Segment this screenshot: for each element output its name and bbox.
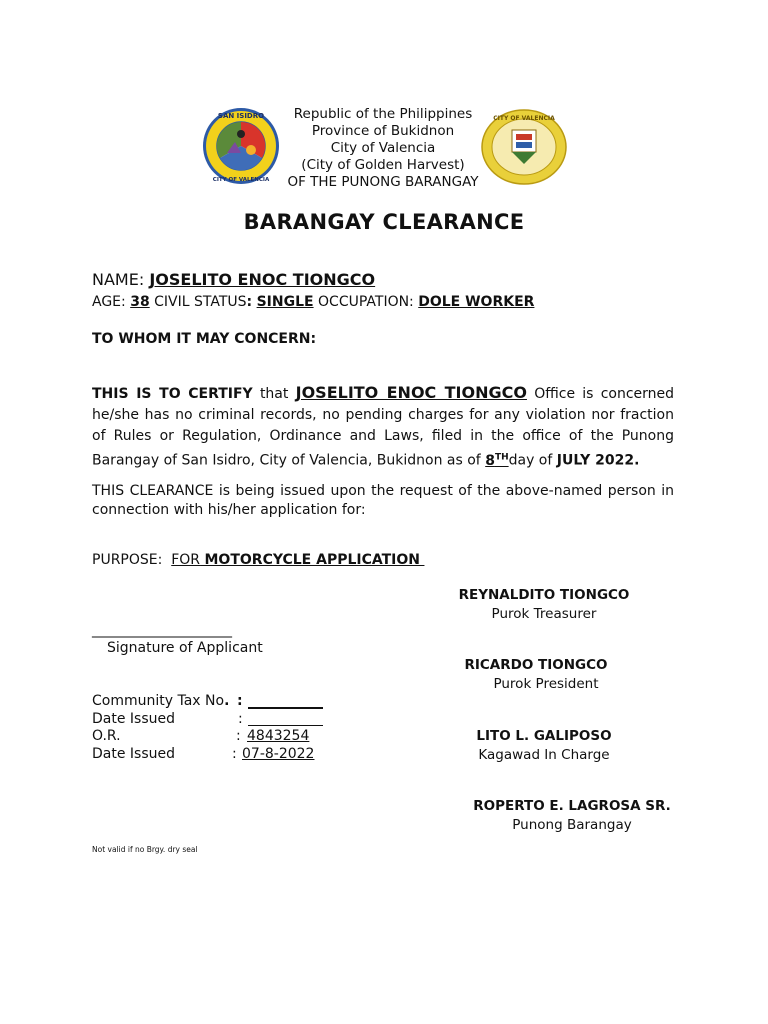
civil-status-label: CIVIL STATUS xyxy=(154,294,247,310)
or-colon: : xyxy=(236,728,241,744)
or-value: 4843254 xyxy=(247,728,310,744)
official-punong-barangay xyxy=(462,797,682,835)
certify-name: JOSELITO ENOC TIONGCO xyxy=(295,383,527,402)
document-title: BARANGAY CLEARANCE xyxy=(243,210,525,234)
date-issued-row-1 xyxy=(92,711,243,727)
ctc-row xyxy=(92,693,243,709)
official-title: Purok Treasurer xyxy=(491,606,597,622)
letterhead-line-2: Province of Bukidnon xyxy=(311,123,455,139)
certification-paragraph xyxy=(92,382,674,472)
date-issued-colon-1: : xyxy=(238,711,243,727)
date-issued-blank-1 xyxy=(248,713,323,726)
letterhead-line-4: (City of Golden Harvest) xyxy=(301,157,465,173)
ctc-dot: . xyxy=(224,693,230,709)
official-kagawad xyxy=(454,727,634,765)
occupation-label: OCCUPATION: xyxy=(318,294,414,310)
issuance-paragraph: THIS CLEARANCE is being issued upon the request of the above-named person in connection with his/her application for: xyxy=(92,483,674,518)
official-name: LITO L. GALIPOSO xyxy=(476,728,612,744)
official-title: Purok President xyxy=(493,676,599,692)
purpose-line xyxy=(92,552,424,568)
salutation: TO WHOM IT MAY CONCERN: xyxy=(92,331,317,347)
age-value: 38 xyxy=(130,294,150,310)
age-label: AGE: xyxy=(92,294,126,310)
purpose-label: PURPOSE: xyxy=(92,552,163,568)
certify-that: that xyxy=(259,386,289,402)
details-line xyxy=(92,294,534,310)
official-treasurer xyxy=(434,586,654,624)
seal-text-top: SAN ISIDRO xyxy=(217,112,265,120)
official-title: Punong Barangay xyxy=(512,817,632,833)
letterhead-line-3: City of Valencia xyxy=(330,140,436,156)
date-issued-row-2 xyxy=(92,746,315,762)
date-issued-colon-2: : xyxy=(232,746,237,762)
or-label: O.R. xyxy=(92,728,121,744)
signature-line: ____________________ xyxy=(92,622,232,638)
day-suffix: TH xyxy=(494,452,509,462)
official-president xyxy=(426,656,646,694)
seal-text-bottom: CITY OF VALENCIA xyxy=(212,177,270,183)
official-name: ROPERTO E. LAGROSA SR. xyxy=(473,798,671,814)
day-of-text: day of xyxy=(508,452,553,469)
ctc-label: Community Tax No xyxy=(92,693,225,709)
official-title: Kagawad In Charge xyxy=(478,747,610,763)
or-row xyxy=(92,728,310,744)
certify-lead: THIS IS TO CERTIFY xyxy=(92,386,253,402)
official-name: REYNALDITO TIONGCO xyxy=(458,587,630,603)
footnote: Not valid if no Brgy. dry seal xyxy=(92,845,198,854)
seal-text: CITY OF VALENCIA xyxy=(493,115,555,122)
name-label: NAME: xyxy=(92,270,145,289)
certify-body: Office is concerned he/she has no criminal records, no pending charges for any violation nor fraction of Rules or Regulation, Ordinance and Laws, filed in the office of the Punong Barangay of San Isidro, City of Valencia, Bukidnon as of xyxy=(92,386,675,469)
letterhead-line-5: OF THE PUNONG BARANGAY xyxy=(287,174,479,190)
purpose-for: FOR xyxy=(171,552,201,568)
date-issued-label-1: Date Issued xyxy=(92,711,176,727)
applicant-name: JOSELITO ENOC TIONGCO xyxy=(149,270,376,289)
occupation-value: DOLE WORKER xyxy=(418,294,535,310)
day-number: 8 xyxy=(485,452,495,469)
date-issued-label-2: Date Issued xyxy=(92,746,176,762)
purpose-text: MOTORCYCLE APPLICATION xyxy=(204,552,420,568)
civil-status-colon: : xyxy=(246,294,253,310)
name-line xyxy=(92,270,375,289)
signature-label: Signature of Applicant xyxy=(107,640,263,656)
letterhead-line-1: Republic of the Philippines xyxy=(293,106,473,122)
certify-day xyxy=(485,453,508,469)
ctc-blank xyxy=(248,695,323,709)
date-issued-value-2: 07-8-2022 xyxy=(242,746,315,762)
purpose-value xyxy=(171,552,424,568)
certify-month-year: JULY 2022 xyxy=(556,452,635,469)
civil-status-value: SINGLE xyxy=(256,294,314,310)
city-of-valencia-seal xyxy=(480,108,568,186)
certify-end: . xyxy=(634,452,640,469)
official-name: RICARDO TIONGCO xyxy=(464,657,608,673)
ctc-colon: : xyxy=(237,693,243,709)
